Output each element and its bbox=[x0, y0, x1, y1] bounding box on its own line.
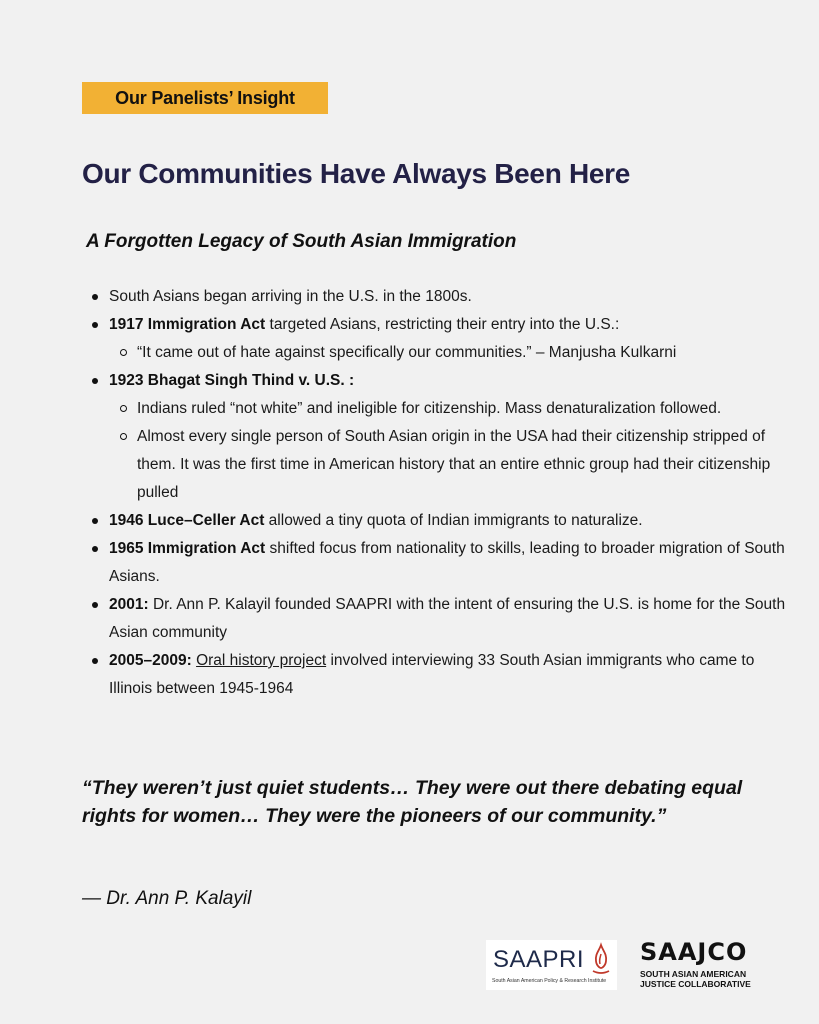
timeline-list bbox=[82, 283, 789, 703]
saajco-logo bbox=[640, 940, 760, 989]
timeline-sublist bbox=[109, 339, 789, 367]
timeline-item bbox=[109, 591, 789, 647]
timeline-item-text: involved interviewing 33 South Asian immigrants who came to Illinois between 1945-1964 bbox=[109, 652, 755, 697]
timeline-item-heading: 1946 Luce–Celler Act bbox=[109, 512, 265, 529]
page-title: Our Communities Have Always Been Here bbox=[82, 158, 631, 189]
saajco-wordmark: SAAJCO bbox=[640, 938, 748, 966]
timeline-item bbox=[109, 283, 789, 311]
timeline-item bbox=[109, 311, 789, 367]
timeline-item-text: allowed a tiny quota of Indian immigrants to naturalize. bbox=[264, 512, 643, 529]
timeline-item-heading: 1965 Immigration Act bbox=[109, 540, 266, 557]
timeline-subitem: Indians ruled “not white” and ineligible for citizenship. Mass denaturalization followed. bbox=[137, 395, 789, 423]
timeline-item bbox=[109, 367, 789, 507]
section-subtitle: A Forgotten Legacy of South Asian Immigration bbox=[86, 231, 517, 252]
timeline-item-text: Dr. Ann P. Kalayil founded SAAPRI with the intent of ensuring the U.S. is home for the South Asian community bbox=[109, 596, 786, 641]
timeline-subitem: “It came out of hate against specifically our communities.” – Manjusha Kulkarni bbox=[137, 339, 789, 367]
oral-history-link[interactable]: Oral history project bbox=[196, 652, 327, 669]
lamp-icon bbox=[590, 942, 612, 976]
section-tag: Our Panelists’ Insight bbox=[82, 82, 328, 114]
timeline-item-heading: 2001: bbox=[109, 596, 149, 613]
timeline-item bbox=[109, 647, 789, 703]
timeline-sublist bbox=[109, 395, 789, 507]
timeline-item-text: South Asians began arriving in the U.S. in the 1800s. bbox=[109, 288, 472, 305]
pull-quote: “They weren’t just quiet students… They were out there debating equal rights for women… They were the pioneers of our community.” bbox=[82, 777, 743, 827]
saapri-logo bbox=[486, 940, 617, 990]
saajco-line2: JUSTICE COLLABORATIVE bbox=[640, 979, 751, 989]
saapri-tagline: South Asian American Policy & Research Institute bbox=[492, 978, 607, 984]
timeline-subitem: Almost every single person of South Asian origin in the USA had their citizenship stripped of them. It was the first time in American history that an entire ethnic group had their citizenship pulled bbox=[137, 423, 789, 507]
timeline-item-text: shifted focus from nationality to skills, leading to broader migration of South Asians. bbox=[109, 540, 785, 585]
saajco-line1: SOUTH ASIAN AMERICAN bbox=[640, 969, 747, 979]
timeline-item bbox=[109, 535, 789, 591]
timeline-item-heading: 1923 Bhagat Singh Thind v. U.S. : bbox=[109, 372, 355, 389]
timeline-item-text: targeted Asians, restricting their entry into the U.S.: bbox=[265, 316, 620, 333]
saapri-wordmark: SAAPRI bbox=[493, 946, 585, 973]
timeline-item-heading: 1917 Immigration Act bbox=[109, 316, 266, 333]
timeline-item-heading: 2005–2009: bbox=[109, 652, 192, 669]
timeline-item bbox=[109, 507, 789, 535]
quote-attribution: — Dr. Ann P. Kalayil bbox=[82, 888, 252, 909]
